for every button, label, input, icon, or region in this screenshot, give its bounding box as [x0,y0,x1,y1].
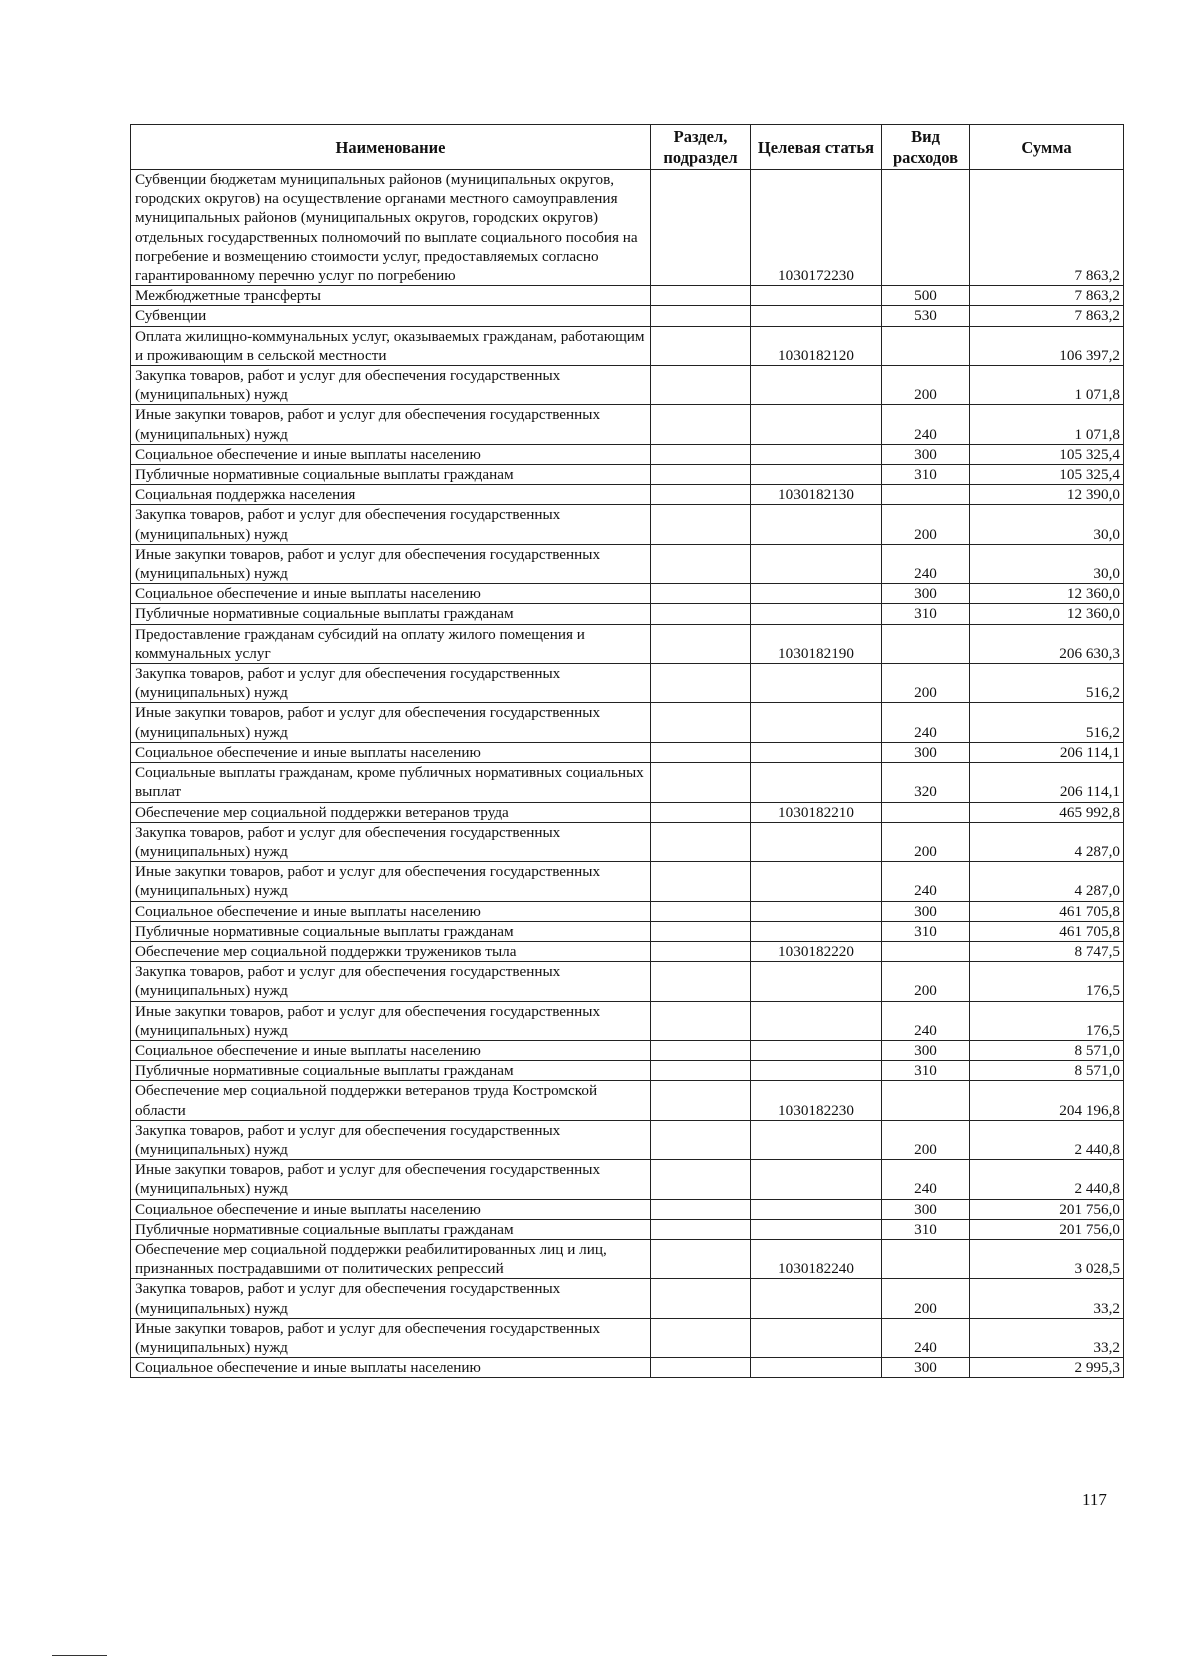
cell-vid: 530 [882,306,970,326]
cell-vid: 310 [882,604,970,624]
cell-sum: 3 028,5 [970,1239,1124,1278]
cell-sum: 8 571,0 [970,1040,1124,1060]
table-row [131,1160,1124,1199]
cell-vid: 300 [882,901,970,921]
cell-sum: 1 071,8 [970,405,1124,444]
cell-code [751,505,882,544]
table-row [131,1318,1124,1357]
cell-sum: 204 196,8 [970,1081,1124,1120]
cell-name: Иные закупки товаров, работ и услуг для обеспечения государственных (муниципальных) нужд [131,703,651,742]
cell-code [751,1061,882,1081]
cell-code [751,584,882,604]
cell-name: Социальное обеспечение и иные выплаты населению [131,584,651,604]
table-row [131,703,1124,742]
cell-sum: 8 747,5 [970,941,1124,961]
cell-code [751,901,882,921]
cell-sum: 461 705,8 [970,901,1124,921]
cell-name: Субвенции [131,306,651,326]
cell-code [751,1219,882,1239]
table-row [131,1001,1124,1040]
cell-vid [882,1081,970,1120]
cell-name: Социальная поддержка населения [131,485,651,505]
cell-razdel [651,465,751,485]
table-row [131,465,1124,485]
table-row [131,1358,1124,1378]
cell-sum: 30,0 [970,505,1124,544]
cell-code [751,1001,882,1040]
table-row [131,941,1124,961]
cell-razdel [651,962,751,1001]
cell-vid: 240 [882,862,970,901]
table-row [131,604,1124,624]
cell-name: Социальное обеспечение и иные выплаты населению [131,901,651,921]
cell-vid: 500 [882,286,970,306]
cell-razdel [651,170,751,286]
cell-code: 1030182220 [751,941,882,961]
cell-vid: 200 [882,1120,970,1159]
table-row [131,822,1124,861]
cell-vid: 200 [882,505,970,544]
cell-razdel [651,1219,751,1239]
cell-sum: 201 756,0 [970,1199,1124,1219]
cell-razdel [651,742,751,762]
table-row [131,286,1124,306]
cell-name: Иные закупки товаров, работ и услуг для обеспечения государственных (муниципальных) нужд [131,1318,651,1357]
cell-vid: 240 [882,1001,970,1040]
cell-sum: 206 630,3 [970,624,1124,663]
table-row [131,1120,1124,1159]
cell-razdel [651,664,751,703]
cell-code [751,465,882,485]
cell-vid: 240 [882,544,970,583]
cell-sum: 4 287,0 [970,862,1124,901]
cell-code [751,306,882,326]
table-row [131,862,1124,901]
cell-code [751,763,882,802]
cell-sum: 201 756,0 [970,1219,1124,1239]
cell-vid: 240 [882,405,970,444]
page-number: 117 [1082,1490,1107,1509]
cell-razdel [651,366,751,405]
cell-name: Социальное обеспечение и иные выплаты населению [131,1199,651,1219]
cell-razdel [651,1120,751,1159]
cell-code [751,921,882,941]
header-sum: Сумма [970,125,1124,170]
cell-vid: 300 [882,584,970,604]
cell-name: Социальное обеспечение и иные выплаты населению [131,1358,651,1378]
table-row [131,444,1124,464]
cell-vid: 310 [882,465,970,485]
cell-vid: 240 [882,1318,970,1357]
cell-name: Обеспечение мер социальной поддержки тружеников тыла [131,941,651,961]
table-row [131,763,1124,802]
cell-razdel [651,763,751,802]
table-row [131,405,1124,444]
table-row [131,366,1124,405]
cell-razdel [651,604,751,624]
table-row [131,1199,1124,1219]
cell-name: Закупка товаров, работ и услуг для обеспечения государственных (муниципальных) нужд [131,664,651,703]
budget-table [130,124,1124,1378]
cell-name: Обеспечение мер социальной поддержки ветеранов труда [131,802,651,822]
cell-razdel [651,286,751,306]
table-row [131,1239,1124,1278]
cell-name: Закупка товаров, работ и услуг для обеспечения государственных (муниципальных) нужд [131,1279,651,1318]
cell-sum: 7 863,2 [970,306,1124,326]
cell-name: Иные закупки товаров, работ и услуг для обеспечения государственных (муниципальных) нужд [131,405,651,444]
table-row [131,1040,1124,1060]
cell-vid: 300 [882,742,970,762]
cell-razdel [651,326,751,365]
cell-code [751,703,882,742]
cell-sum: 206 114,1 [970,763,1124,802]
cell-code [751,664,882,703]
cell-name: Закупка товаров, работ и услуг для обеспечения государственных (муниципальных) нужд [131,366,651,405]
cell-name: Социальное обеспечение и иные выплаты населению [131,1040,651,1060]
cell-code [751,742,882,762]
cell-vid: 310 [882,921,970,941]
cell-code [751,1279,882,1318]
cell-name: Обеспечение мер социальной поддержки реабилитированных лиц и лиц, признанных пострадавшими от политических репрессий [131,1239,651,1278]
table-row [131,1279,1124,1318]
cell-sum: 206 114,1 [970,742,1124,762]
cell-vid: 300 [882,444,970,464]
cell-code: 1030182210 [751,802,882,822]
cell-razdel [651,901,751,921]
cell-code [751,604,882,624]
cell-vid [882,326,970,365]
header-razdel: Раздел, подраздел [651,125,751,170]
cell-vid [882,941,970,961]
cell-sum: 105 325,4 [970,444,1124,464]
cell-name: Иные закупки товаров, работ и услуг для обеспечения государственных (муниципальных) нужд [131,544,651,583]
cell-razdel [651,444,751,464]
cell-sum: 516,2 [970,664,1124,703]
cell-name: Обеспечение мер социальной поддержки ветеранов труда Костромской области [131,1081,651,1120]
cell-vid: 240 [882,703,970,742]
cell-code [751,444,882,464]
table-row [131,1061,1124,1081]
cell-razdel [651,1001,751,1040]
cell-vid [882,170,970,286]
table-row [131,624,1124,663]
cell-sum: 461 705,8 [970,921,1124,941]
cell-name: Публичные нормативные социальные выплаты гражданам [131,1061,651,1081]
cell-name: Публичные нормативные социальные выплаты гражданам [131,921,651,941]
cell-razdel [651,822,751,861]
cell-name: Публичные нормативные социальные выплаты гражданам [131,1219,651,1239]
cell-name: Социальные выплаты гражданам, кроме публичных нормативных социальных выплат [131,763,651,802]
cell-code [751,962,882,1001]
cell-razdel [651,1239,751,1278]
cell-sum: 7 863,2 [970,170,1124,286]
cell-code [751,1358,882,1378]
cell-name: Закупка товаров, работ и услуг для обеспечения государственных (муниципальных) нужд [131,1120,651,1159]
cell-razdel [651,405,751,444]
cell-sum: 33,2 [970,1279,1124,1318]
cell-sum: 12 390,0 [970,485,1124,505]
cell-razdel [651,1199,751,1219]
cell-code: 1030182120 [751,326,882,365]
cell-vid: 300 [882,1199,970,1219]
cell-razdel [651,1279,751,1318]
cell-sum: 8 571,0 [970,1061,1124,1081]
cell-vid [882,485,970,505]
table-row [131,802,1124,822]
cell-code: 1030182230 [751,1081,882,1120]
cell-sum: 106 397,2 [970,326,1124,365]
cell-sum: 30,0 [970,544,1124,583]
cell-sum: 2 440,8 [970,1160,1124,1199]
header-name: Наименование [131,125,651,170]
cell-razdel [651,306,751,326]
cell-razdel [651,485,751,505]
cell-name: Предоставление гражданам субсидий на оплату жилого помещения и коммунальных услуг [131,624,651,663]
cell-vid: 200 [882,1279,970,1318]
cell-sum: 33,2 [970,1318,1124,1357]
cell-vid [882,1239,970,1278]
cell-code [751,1160,882,1199]
table-row [131,901,1124,921]
table-row [131,1219,1124,1239]
cell-razdel [651,921,751,941]
cell-sum: 465 992,8 [970,802,1124,822]
cell-razdel [651,703,751,742]
cell-razdel [651,941,751,961]
cell-sum: 12 360,0 [970,584,1124,604]
cell-code [751,286,882,306]
table-row [131,664,1124,703]
cell-vid: 310 [882,1061,970,1081]
table-row [131,962,1124,1001]
cell-sum: 2 995,3 [970,1358,1124,1378]
table-row [131,485,1124,505]
cell-razdel [651,1081,751,1120]
table-row [131,1081,1124,1120]
header-vid: Вид расходов [882,125,970,170]
cell-vid: 300 [882,1358,970,1378]
cell-name: Публичные нормативные социальные выплаты гражданам [131,604,651,624]
cell-vid [882,802,970,822]
table-row [131,326,1124,365]
table-row [131,921,1124,941]
cell-sum: 516,2 [970,703,1124,742]
cell-code: 1030182130 [751,485,882,505]
cell-sum: 4 287,0 [970,822,1124,861]
cell-name: Иные закупки товаров, работ и услуг для обеспечения государственных (муниципальных) нужд [131,862,651,901]
cell-code [751,862,882,901]
cell-vid: 200 [882,664,970,703]
cell-razdel [651,584,751,604]
cell-sum: 7 863,2 [970,286,1124,306]
cell-razdel [651,1358,751,1378]
cell-vid: 200 [882,366,970,405]
scan-mark [52,1655,107,1656]
cell-sum: 105 325,4 [970,465,1124,485]
cell-code [751,822,882,861]
cell-vid: 320 [882,763,970,802]
cell-code [751,405,882,444]
cell-name: Социальное обеспечение и иные выплаты населению [131,742,651,762]
cell-name: Закупка товаров, работ и услуг для обеспечения государственных (муниципальных) нужд [131,962,651,1001]
cell-code [751,544,882,583]
cell-name: Оплата жилищно-коммунальных услуг, оказываемых гражданам, работающим и проживающим в сельской местности [131,326,651,365]
cell-sum: 2 440,8 [970,1120,1124,1159]
cell-code [751,1040,882,1060]
cell-vid: 300 [882,1040,970,1060]
cell-code: 1030182240 [751,1239,882,1278]
cell-name: Закупка товаров, работ и услуг для обеспечения государственных (муниципальных) нужд [131,822,651,861]
table-header-row [131,125,1124,170]
cell-vid: 200 [882,962,970,1001]
table-body [131,170,1124,1378]
table-row [131,544,1124,583]
cell-razdel [651,544,751,583]
cell-name: Социальное обеспечение и иные выплаты населению [131,444,651,464]
table-row [131,306,1124,326]
cell-code: 1030172230 [751,170,882,286]
cell-code: 1030182190 [751,624,882,663]
cell-vid: 200 [882,822,970,861]
cell-sum: 176,5 [970,1001,1124,1040]
cell-name: Закупка товаров, работ и услуг для обеспечения государственных (муниципальных) нужд [131,505,651,544]
cell-name: Иные закупки товаров, работ и услуг для обеспечения государственных (муниципальных) нужд [131,1001,651,1040]
cell-name: Публичные нормативные социальные выплаты гражданам [131,465,651,485]
cell-code [751,366,882,405]
cell-vid: 310 [882,1219,970,1239]
cell-razdel [651,1160,751,1199]
cell-code [751,1120,882,1159]
table-row [131,584,1124,604]
cell-sum: 12 360,0 [970,604,1124,624]
cell-razdel [651,862,751,901]
cell-razdel [651,1318,751,1357]
cell-sum: 176,5 [970,962,1124,1001]
cell-code [751,1199,882,1219]
table-row [131,505,1124,544]
cell-razdel [651,1061,751,1081]
cell-vid [882,624,970,663]
cell-name: Субвенции бюджетам муниципальных районов (муниципальных округов, городских округов) на осуществление органами местного самоуправления муниципальных районов (муниципальных округов, городских округов) отдельных государственных полномочий по выплате социального пособия на погребение и возмещению стоимости услуг, предоставляемых согласно гарантированному перечню услуг по погребению [131,170,651,286]
table-row [131,170,1124,286]
cell-name: Межбюджетные трансферты [131,286,651,306]
cell-name: Иные закупки товаров, работ и услуг для обеспечения государственных (муниципальных) нужд [131,1160,651,1199]
cell-vid: 240 [882,1160,970,1199]
cell-razdel [651,505,751,544]
header-code: Целевая статья [751,125,882,170]
cell-sum: 1 071,8 [970,366,1124,405]
table-row [131,742,1124,762]
cell-code [751,1318,882,1357]
cell-razdel [651,802,751,822]
cell-razdel [651,1040,751,1060]
cell-razdel [651,624,751,663]
